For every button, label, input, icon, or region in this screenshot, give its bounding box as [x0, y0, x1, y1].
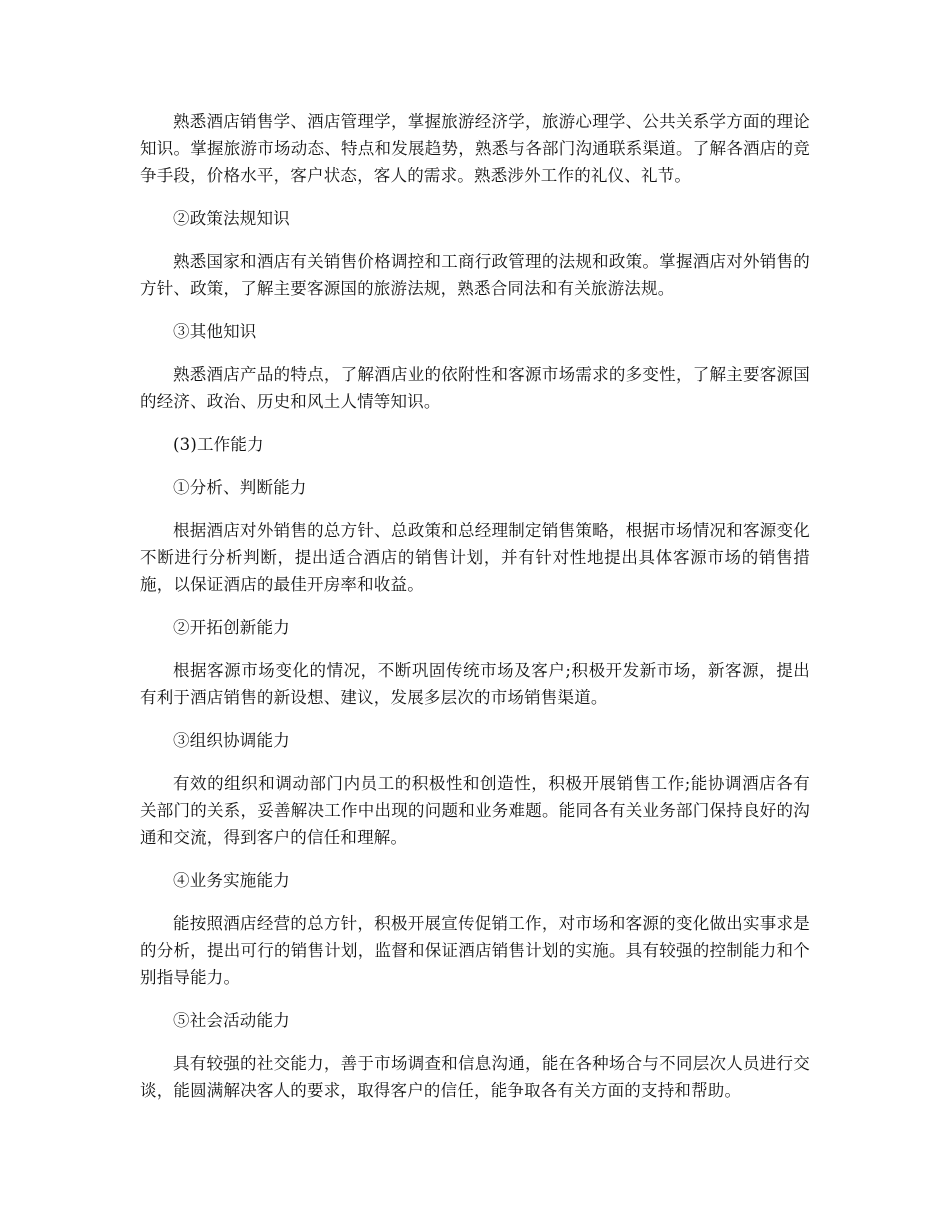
- paragraph-social-ability: 具有较强的社交能力，善于市场调查和信息沟通，能在各种场合与不同层次人员进行交谈，能圆满解决客人的要求，取得客户的信任，能争取各有关方面的支持和帮助。: [140, 1054, 810, 1100]
- paragraph-other-knowledge: 熟悉酒店产品的特点，了解酒店业的依附性和客源市场需求的多变性，了解主要客源国的经济、政治、历史和风土人情等知识。: [140, 365, 810, 411]
- heading-work-ability: (3)工作能力: [173, 435, 264, 454]
- paragraph-implementation-ability: 能按照酒店经营的总方针，积极开展宣传促销工作，对市场和客源的变化做出实事求是的分析，提出可行的销售计划，监督和保证酒店销售计划的实施。具有较强的控制能力和个别指导能力。: [140, 914, 810, 987]
- heading-social-ability: ⑤社会活动能力: [173, 1011, 290, 1030]
- paragraph-innovation-ability: 根据客源市场变化的情况，不断巩固传统市场及客户;积极开发新市场，新客源，提出有利于酒店销售的新设想、建议，发展多层次的市场销售渠道。: [140, 661, 810, 707]
- heading-policy-knowledge: ②政策法规知识: [173, 209, 290, 228]
- paragraph-policy-knowledge: 熟悉国家和酒店有关销售价格调控和工商行政管理的法规和政策。掌握酒店对外销售的方针、政策，了解主要客源国的旅游法规，熟悉合同法和有关旅游法规。: [140, 252, 810, 298]
- paragraph-knowledge-intro: 熟悉酒店销售学、酒店管理学，掌握旅游经济学，旅游心理学、公共关系学方面的理论知识。掌握旅游市场动态、特点和发展趋势，熟悉与各部门沟通联系渠道。了解各酒店的竞争手段，价格水平，客户状态，客人的需求。熟悉涉外工作的礼仪、礼节。: [140, 112, 810, 185]
- paragraph-analysis-ability: 根据酒店对外销售的总方针、总政策和总经理制定销售策略，根据市场情况和客源变化不断进行分析判断，提出适合酒店的销售计划，并有针对性地提出具体客源市场的销售措施，以保证酒店的最佳开房率和收益。: [140, 521, 810, 594]
- paragraph-coordination-ability: 有效的组织和调动部门内员工的积极性和创造性，积极开展销售工作;能协调酒店各有关部门的关系，妥善解决工作中出现的问题和业务难题。能同各有关业务部门保持良好的沟通和交流，得到客户的信任和理解。: [140, 774, 810, 847]
- heading-implementation-ability: ④业务实施能力: [173, 871, 290, 890]
- heading-analysis-ability: ①分析、判断能力: [173, 478, 307, 497]
- heading-innovation-ability: ②开拓创新能力: [173, 618, 290, 637]
- document-page: [140, 108, 810, 1120]
- heading-other-knowledge: ③其他知识: [173, 322, 257, 341]
- heading-coordination-ability: ③组织协调能力: [173, 731, 290, 750]
